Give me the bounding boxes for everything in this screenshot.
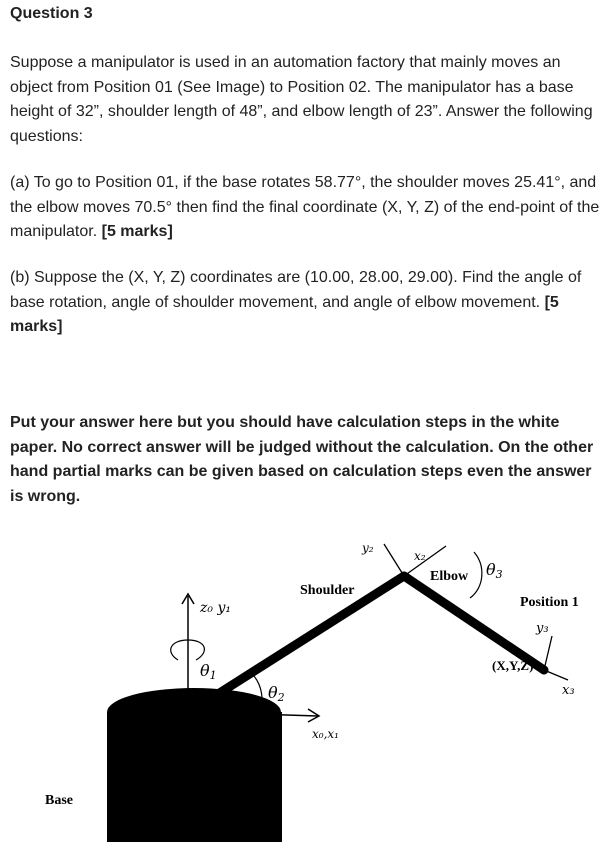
shoulder-link — [188, 576, 404, 713]
answer-instructions: Put your answer here but you should have calculation steps in the white paper. No correct answer will be judged without the calculation. On the other hand partial marks can be given based on calculation steps even the answer is wrong. — [10, 414, 594, 505]
y2-label: y₂ — [362, 541, 374, 555]
elbow-label: Elbow — [430, 569, 469, 584]
z0-y1-label: z₀ y₁ — [200, 600, 231, 616]
theta1-symbol: θ — [200, 661, 210, 680]
x3-label: x₃ — [562, 683, 575, 698]
theta1-label — [200, 661, 217, 682]
elbow-link — [404, 576, 544, 670]
x2-label: x₂ — [414, 549, 426, 563]
shoulder-label: Shoulder — [300, 583, 355, 598]
part-a-marks: [5 marks] — [101, 223, 173, 240]
theta3-symbol: θ — [486, 560, 496, 579]
theta2-subscript: 2 — [277, 691, 285, 704]
y3-axis — [544, 636, 552, 670]
part-b-marks: [5 marks] — [10, 293, 559, 335]
question-intro: Suppose a manipulator is used in an automation factory that mainly moves an object from Position 01 (See Image) to Position 02. The manipulator has a base height of 32”, shoulder length of 48”, and elbow length of 23”. Answer the following questions: — [10, 54, 593, 145]
part-b-text: (b) Suppose the (X, Y, Z) coordinates are (10.00, 28.00, 29.00). Find the angle of base rotation, angle of shoulder movement, and angle of elbow movement. — [10, 269, 582, 311]
xyz-label: (X,Y,Z) — [492, 658, 534, 673]
position-label: Position 1 — [520, 595, 579, 610]
y2-axis — [384, 544, 404, 576]
y3-label: y₃ — [536, 621, 549, 636]
theta2-symbol: θ — [268, 683, 278, 702]
x3-axis — [544, 670, 568, 680]
x0-x1-label: x₀,x₁ — [312, 727, 339, 741]
part-a-text: (a) To go to Position 01, if the base rotates 58.77°, the shoulder moves 25.41°, and the elbow moves 70.5° then find the final coordinate (X, Y, Z) of the end-point of the manipulator. — [10, 174, 600, 240]
theta1-subscript: 1 — [209, 669, 217, 682]
base-label: Base — [45, 793, 73, 808]
question-title: Question 3 — [10, 5, 93, 22]
theta3-subscript: 3 — [495, 568, 503, 581]
theta3-label — [486, 560, 503, 581]
elbow-angle-arc — [470, 552, 482, 598]
theta2-label — [268, 683, 285, 704]
